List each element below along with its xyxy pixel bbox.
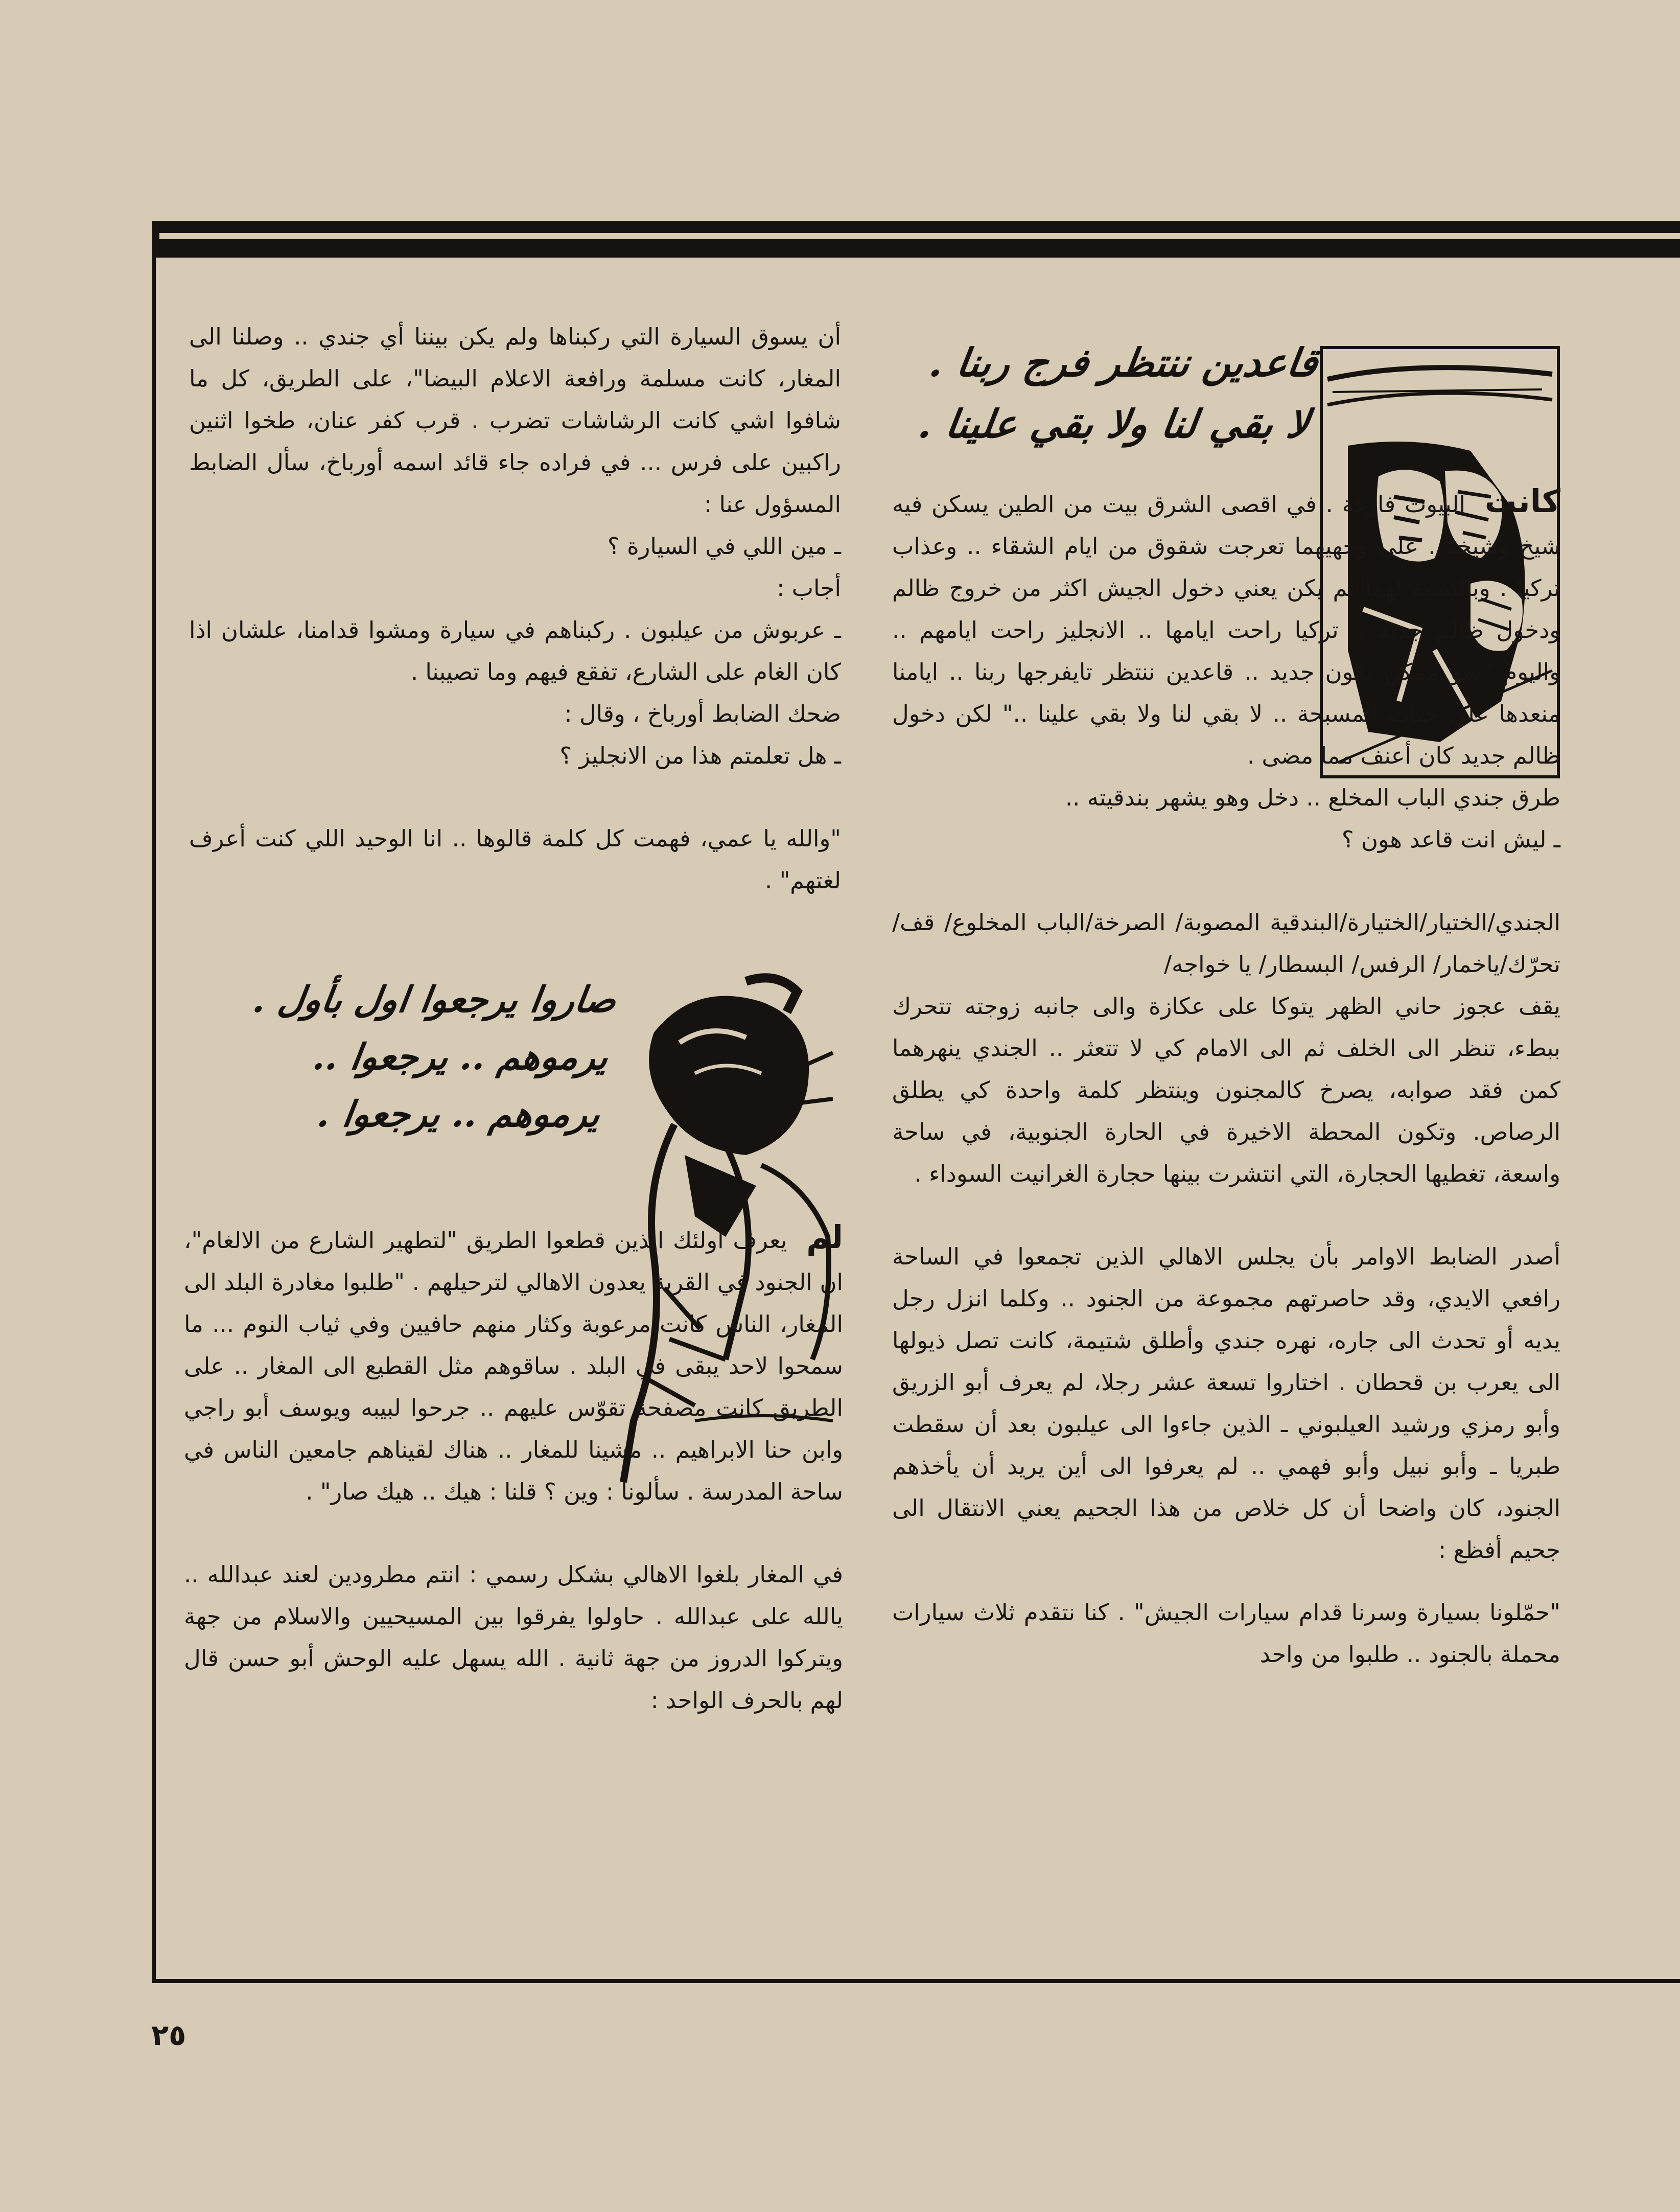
paragraph: ـ عربوش من عيلبون . ركبناهم في سيارة ومشوا قدامنا، علشان اذا كان الغام على الشارع، تفقع فيهم وما تصيبنا . — [189, 616, 841, 685]
lead-word: كانت — [1484, 482, 1560, 520]
paragraph: طرق جندي الباب المخلع .. دخل وهو يشهر بندقيته .. — [1065, 784, 1560, 811]
paragraph: أن يسوق السيارة التي ركبناها ولم يكن بيننا أي جندي .. وصلنا الى المغار، كانت مسلمة ورافعة الاعلام البيضا"، على الطريق، كل ما شافوا اشي كانت الرشاشات تضرب . قرب كفر عنان، طخوا اثنين راكبين على فرس ... في فراده جاء قائد اسمه أورباخ، سأل الضابط المسؤول عنا : — [189, 323, 841, 518]
top-border-bar — [152, 221, 1680, 258]
right-column-text — [892, 480, 1560, 1675]
paragraph: ضحك الضابط أورباخ ، وقال : — [564, 700, 841, 727]
pull-quote-middle-line-1: صاروا يرجعوا اول بأول . — [250, 978, 619, 1021]
paragraph-gap — [189, 777, 841, 818]
pull-quote-top-line-1: قاعدين ننتظر فرج ربنا . — [926, 340, 1321, 385]
paragraph: "حمّلونا بسيارة وسرنا قدام سيارات الجيش" . كنا نتقدم ثلاث سيارات محملة بالجنود .. طلبوا من واحد — [892, 1599, 1560, 1668]
paragraph: ـ هل تعلمتم هذا من الانجليز ؟ — [559, 742, 841, 769]
paragraph: في المغار بلغوا الاهالي بشكل رسمي : انتم مطرودين لعند عبدالله .. يالله على عبدالله . حاولوا يفرقوا بين المسيحيين والاسلام من جهة ويتركوا الدروز من جهة ثانية . الله يسهل عليه الوحش أبو حسن قال لهم بالحرف الواحد : — [184, 1561, 843, 1714]
page-number — [151, 2019, 218, 2055]
paragraph: ـ مين اللي في السيارة ؟ — [607, 533, 841, 560]
pull-quote-top — [891, 332, 1322, 455]
paragraph: ـ ليش انت قاعد هون ؟ — [1341, 826, 1560, 853]
paragraph: أصدر الضابط الاوامر بأن يجلس الاهالي الذين تجمعوا في الساحة رافعي الايدي، وقد حاصرتهم مجموعة من الجنود .. وكلما انزل رجل يديه أو تحدث الى جاره، نهره جندي وأطلق شتيمة، كانت تصل ذيولها الى يعرب بن قحطان . اختاروا تسعة عشر رجلا، لم يعرف أبو الزريق وأبو رمزي ورشيد العيلبوني ـ الذين جاءوا الى عيلبون بعد أن سقطت طبريا ـ وأبو نبيل وأبو فهمي .. لم يعرفوا الى أين يريد أن يأخذهم الجنود، كان واضحا أن كل خلاص من هذا الجحيم يعني الانتقال الى جحيم أفظع : — [892, 1243, 1560, 1563]
pull-quote-middle — [207, 971, 620, 1143]
lead-word: لم — [806, 1218, 843, 1256]
page-number-text: ٢٥ — [151, 2019, 186, 2052]
paragraph — [184, 1216, 843, 1513]
paragraph-text: البيوت فارغة . في اقصى الشرق بيت من الطين يسكن فيه شيخ وشيخة . على وجهيهما تعرجت شقوق من ايام الشقاء .. وعذاب تركيا . وبالنسبة لهما لم يكن يعني دخول الجيش اكثر من خروج ظالم ودخول ظالم جديد .. تركيا راحت ايامها .. الانجليز راحت ايامهم .. واليوم "شو ممكن يكون جديد .. قاعدين ننتظر تايفرجها ربنا .. ايامنا منعدها على حبات المسبحة .. لا بقي لنا ولا بقي علينا .." لكن دخول ظالم جديد كان أعنف مما مضى . — [892, 491, 1560, 769]
paragraph — [892, 480, 1560, 777]
pull-quote-middle-line-2: يرموهم .. يرجعوا .. — [310, 1035, 611, 1078]
paragraph-gap — [892, 1195, 1560, 1236]
paragraph: الجندي/الختيار/الختيارة/البندقية المصوبة/ الصرخة/الباب المخلوع/ قف/تحرّك/ياخمار/ الرفس/ البسطار/ يا خواجه/ — [892, 909, 1560, 978]
paragraph-gap — [892, 1571, 1560, 1592]
left-column-lower-text — [184, 1216, 843, 1721]
pull-quote-middle-line-3: يرموهم .. يرجعوا . — [315, 1093, 603, 1135]
paragraph-text: يعرف أولئك الذين قطعوا الطريق "لتطهير الشارع من الالغام"، ان الجنود في القرية يعدون الاهالي لترحيلهم . "طلبوا مغادرة البلد الى المغار، الناس كانت مرعوبة وكثار منهم حافيين وفي ثياب النوم ... ما سمحوا لاحد يبقى في البلد . ساقوهم مثل القطيع الى المغار .. على الطريق كانت مصفحة تقوّس عليهم .. جرحوا لبيبه ويوسف أبو راجي وابن حنا الابراهيم .. مشينا للمغار .. هناك لقيناهم جامعين الناس في ساحة المدرسة . سألونا : وين ؟ قلنا : هيك .. هيك صار" . — [184, 1227, 843, 1505]
bottom-border-line — [152, 1979, 1680, 1983]
paragraph: يقف عجوز حاني الظهر يتوكا على عكازة والى جانبه زوجته تتحرك ببطء، تنظر الى الخلف ثم الى الامام كي لا تتعثر .. الجندي ينهرهما كمن فقد صوابه، يصرخ كالمجنون وينتظر كلمة واحدة كي يطلق الرصاص. وتكون المحطة الاخيرة في الحارة الجنوبية، في ساحة واسعة، تغطيها الحجارة، التي انتشرت بينها حجارة الغرانيت السوداء . — [892, 993, 1560, 1187]
left-column-text — [189, 316, 841, 902]
paragraph-gap — [184, 1513, 843, 1554]
pull-quote-top-line-2: لا بقي لنا ولا بقي علينا . — [916, 401, 1312, 447]
left-border-line — [152, 221, 156, 1983]
paragraph-gap — [892, 861, 1560, 902]
paragraph: "والله يا عمي، فهمت كل كلمة قالوها .. انا الوحيد اللي كنت أعرف لغتهم" . — [189, 825, 841, 894]
paragraph: أجاب : — [777, 574, 841, 602]
